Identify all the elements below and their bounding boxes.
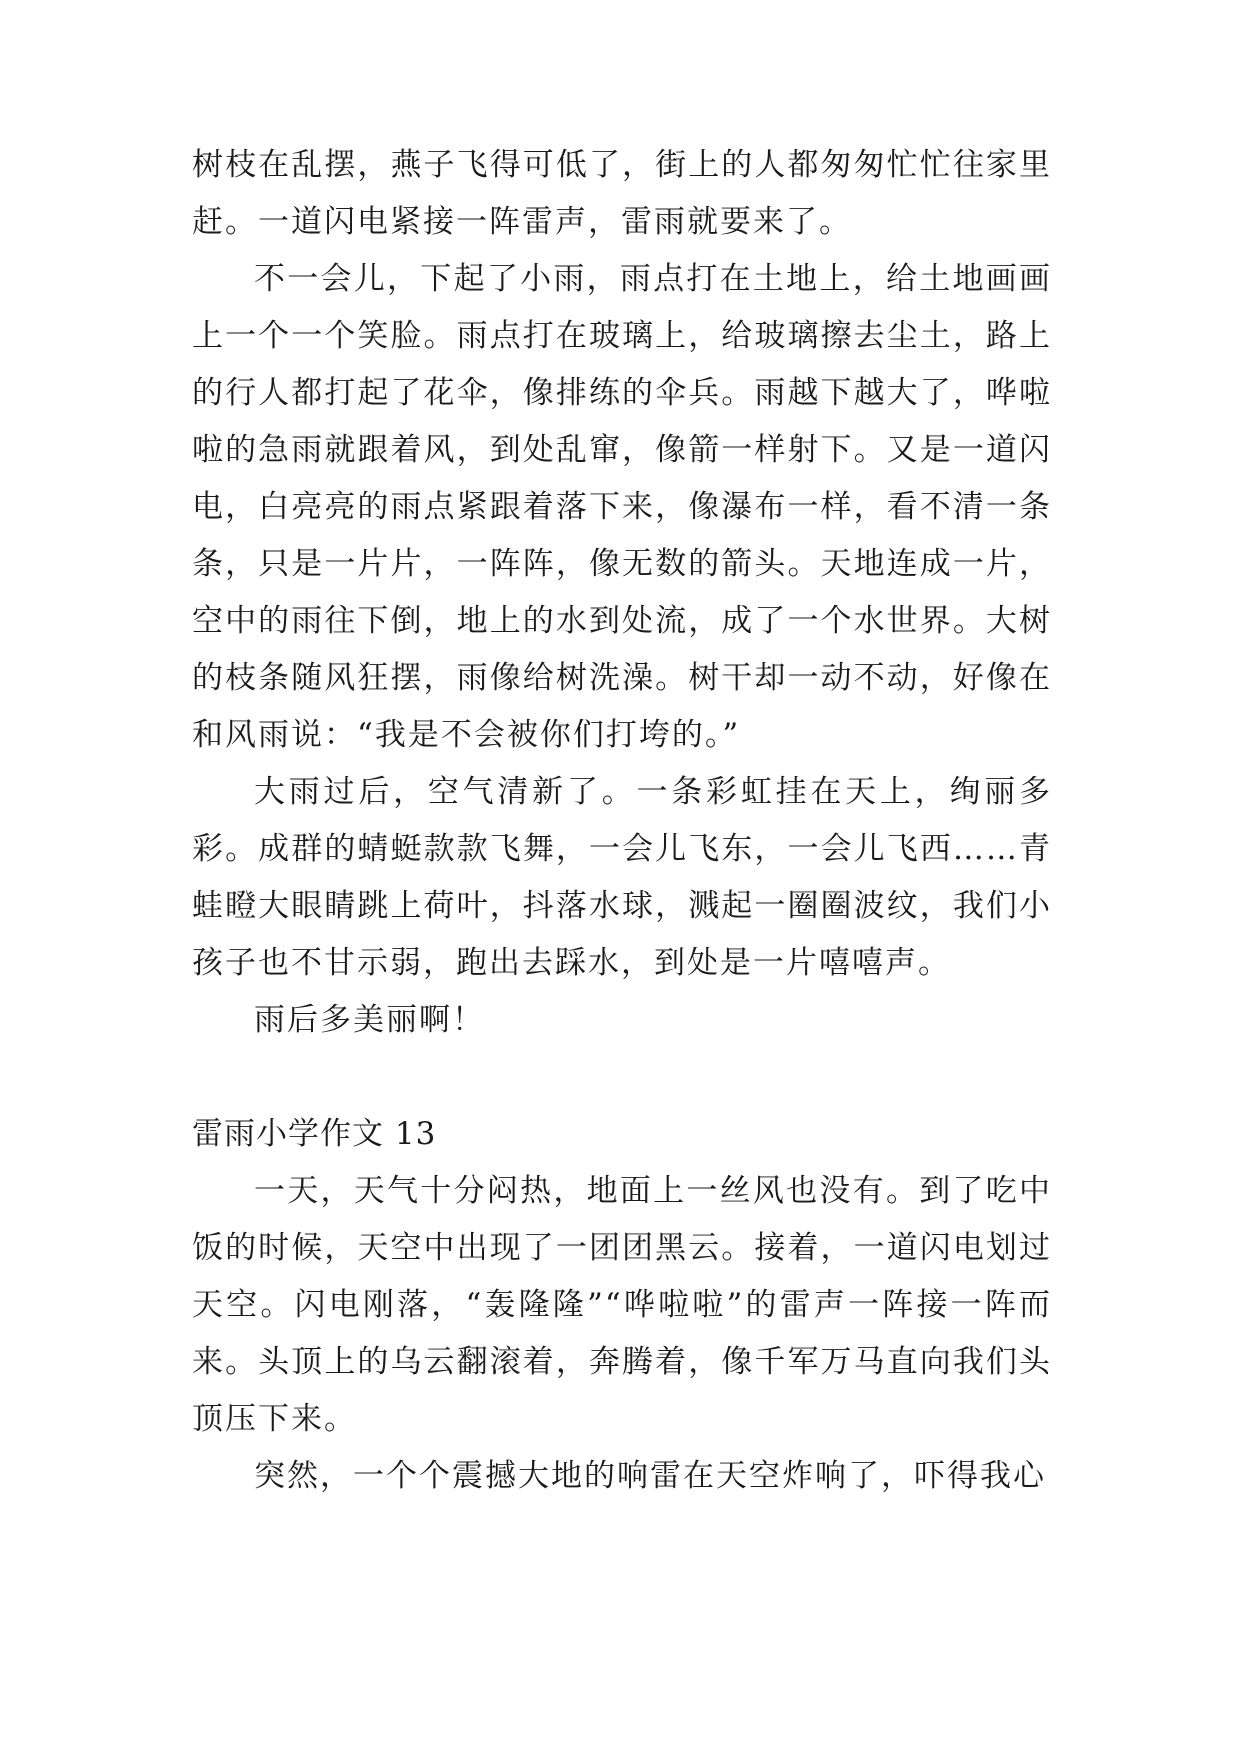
- paragraph-3: 大雨过后，空气清新了。一条彩虹挂在天上，绚丽多彩。成群的蜻蜓款款飞舞，一会儿飞东，一会儿飞西……青蛙瞪大眼睛跳上荷叶，抖落水球，溅起一圈圈波纹，我们小孩子也不甘示弱，跑出去踩水，到处是一片嘻嘻声。: [192, 774, 1052, 981]
- paragraph-6: 突然，一个个震撼大地的响雷在天空炸响了，吓得我心: [254, 1458, 1046, 1494]
- section-gap: [192, 1049, 1052, 1106]
- paragraph-1: 树枝在乱摆，燕子飞得可低了，街上的人都匆匆忙忙往家里赶。一道闪电紧接一阵雷声，雷雨就要来了。: [192, 147, 1052, 240]
- paragraph-4: 雨后多美丽啊！: [254, 1002, 485, 1038]
- document-body: [192, 137, 1052, 1505]
- paragraph-2: 不一会儿，下起了小雨，雨点打在土地上，给土地画画上一个一个笑脸。雨点打在玻璃上，给玻璃擦去尘土，路上的行人都打起了花伞，像排练的伞兵。雨越下越大了，哗啦啦的急雨就跟着风，到处乱窜，像箭一样射下。又是一道闪电，白亮亮的雨点紧跟着落下来，像瀑布一样，看不清一条条，只是一片片，一阵阵，像无数的箭头。天地连成一片，空中的雨往下倒，地上的水到处流，成了一个水世界。大树的枝条随风狂摆，雨像给树洗澡。树干却一动不动，好像在和风雨说：“我是不会被你们打垮的。”: [192, 261, 1052, 753]
- paragraph-5: 一天，天气十分闷热，地面上一丝风也没有。到了吃中饭的时候，天空中出现了一团团黑云。接着，一道闪电划过天空。闪电刚落，“轰隆隆”“哗啦啦”的雷声一阵接一阵而来。头顶上的乌云翻滚着，奔腾着，像千军万马直向我们头顶压下来。: [192, 1173, 1052, 1437]
- section-title: 雷雨小学作文 13: [192, 1116, 437, 1152]
